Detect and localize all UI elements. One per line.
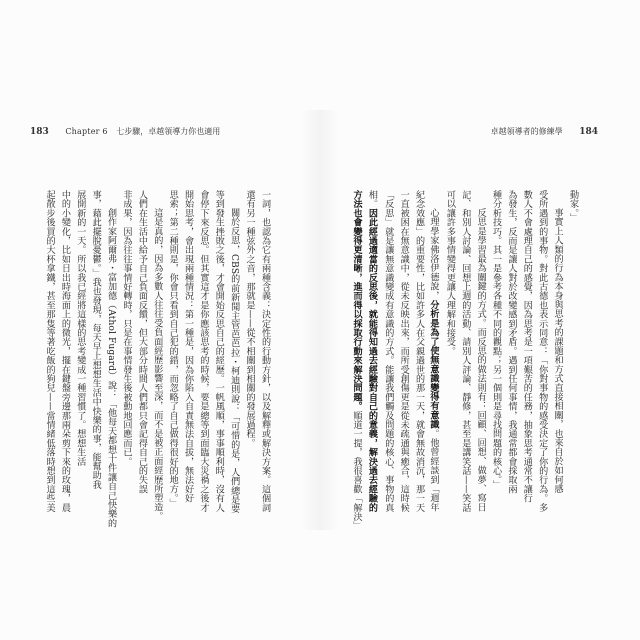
text-segment: 心理學家佛洛伊德說， bbox=[428, 208, 439, 300]
text-column-emphasis bbox=[365, 190, 380, 520]
left-page-header bbox=[30, 127, 220, 137]
text-column: 種分析技巧。其一是參考各種不同的觀點；另一個則是尋找問題的核心。」 bbox=[491, 190, 502, 490]
text-column: 還有另一種弦外之音，那就是——從不相關到相關的發展過程。 bbox=[244, 190, 255, 448]
left-page-number: 183 bbox=[30, 127, 49, 137]
text-column: 數人不會處理自己的感覺，因為思考是一項艱苦的任務，抽象思考通常不讓行 bbox=[521, 190, 532, 503]
text-column: 紀念效應」的重要性，比如許多人在父親過世的那一天，就會無故消沉，那一天 bbox=[414, 190, 425, 512]
text-column: 會停下來反思。但其實這才是你應該思考的時候，要是總等到面臨大災禍之後才 bbox=[198, 190, 209, 512]
right-running-title: 卓越領導者的修練學 bbox=[490, 127, 563, 136]
text-segment: 。他曾經談到「週年 bbox=[428, 428, 439, 512]
text-column: 反思是學習最為關鍵的方式。而反思的做法則有：回顧、回想、做夢、寫日 bbox=[475, 208, 486, 512]
text-segment: 順道一提，我很喜歡「解決」 bbox=[351, 410, 362, 531]
right-page-header bbox=[491, 127, 598, 137]
text-column: 事實上人類的行為本身與思考的課題和方式直接相關，也來自於如何感 bbox=[552, 208, 563, 494]
text-column: 中的小變化，比如日出時海面上的微光，擺在鍵盤旁邊那兩朵剪下來的玫瑰，晨 bbox=[59, 190, 70, 512]
text-column-emphasis bbox=[426, 190, 441, 520]
text-column: 思索；第二種則是，你會只看到自己犯的錯，而忽略了自己做得很好的地方。」 bbox=[167, 190, 178, 508]
text-column: 展開新的一天。所以我已經將這樣的思考變成一種習慣了。想想生活 bbox=[75, 190, 86, 466]
text-column: 一直被困在無意識中，從未反映出來，而所受創傷更是從未疏通與癒合，這時候 bbox=[398, 190, 409, 512]
text-column: 人們在生活中給予自己負面反饋，但大部分時間人們都只會記得自己的失誤 bbox=[136, 190, 147, 494]
text-column-emphasis bbox=[349, 190, 364, 531]
text-column: 動家。」 bbox=[568, 190, 578, 223]
book-gutter bbox=[300, 110, 340, 530]
text-column: 「反思」就是讓無意識變成有意識的方式。能讓我們觸及問題的核心、事物的真 bbox=[383, 190, 394, 512]
right-page-body bbox=[349, 190, 580, 531]
text-column: 等到發生挫敗之後，才會開始反思自己的經歷。一帆風順，事事順利時，沒有人 bbox=[213, 190, 224, 512]
bold-text-segment: 分析是為了使無意識變得有意識 bbox=[428, 300, 440, 429]
text-column: 非成果，因為往往事情好轉時，只是在事情發生後被動地回應而已。 bbox=[121, 190, 132, 466]
text-column: 一詞，也認為它有兩種含義：決定性的行動方針，以及解釋或解決方案。這個詞 bbox=[260, 190, 270, 512]
text-column: 事，藉此擺脫憂鬱。」我也發現，每天早上想想生活中快樂的事，能幫助我 bbox=[90, 190, 101, 490]
left-running-title: 七步驟，卓越領導力你也適用 bbox=[116, 127, 221, 136]
text-column: 關於反思，CBS的前新聞主管芭芭拉・柯迪則說：「可惜的是，人們總是要 bbox=[229, 208, 240, 514]
text-column: 起散步後買的大杯拿鐵，甚至那隻等著吃飯的狗兒——當情緒低落時想到這些美 bbox=[44, 190, 55, 512]
right-page-number: 184 bbox=[579, 127, 598, 137]
text-column: 為發生，反而是讓人對於改變感到矛盾。遇到任何事情，我通常都會採取兩 bbox=[506, 190, 517, 494]
text-column: 開始思考，會出現兩種情況：第一種是，因為你陷入自責無法自拔，無法好好 bbox=[183, 190, 194, 503]
text-column: 可以讓許多事情變得更讓人理解和接受。 bbox=[444, 190, 455, 356]
text-column: 這是真的，因為多數人往往受負面經歷影響至深，而不是被正面經歷所塑造。 bbox=[152, 208, 163, 521]
text-segment: 相。 bbox=[366, 190, 377, 209]
bold-text-segment: 方法也會變得更清晰，進而得以採取行動來解決問題。 bbox=[351, 190, 363, 411]
chapter-label: Chapter 6 bbox=[65, 127, 108, 136]
bold-text-segment: 因此經過適當的反思後，就能得知過去經驗對自己的意義，解決過去經驗的 bbox=[366, 208, 378, 513]
text-column: 受所遇到的事物。對此古德也表示同意：「你對事物的感受決定了你的行為。多 bbox=[537, 190, 548, 512]
text-column: 創作家阿爾弗・富加德（Athol Fugard）說：「他每天都想十件讓自己快樂的 bbox=[106, 208, 117, 528]
left-page-body bbox=[41, 190, 272, 528]
text-column: 記、和別人討論、回想上週的活動、請別人評論、靜修，甚至是講笑話——笑話 bbox=[460, 190, 471, 512]
